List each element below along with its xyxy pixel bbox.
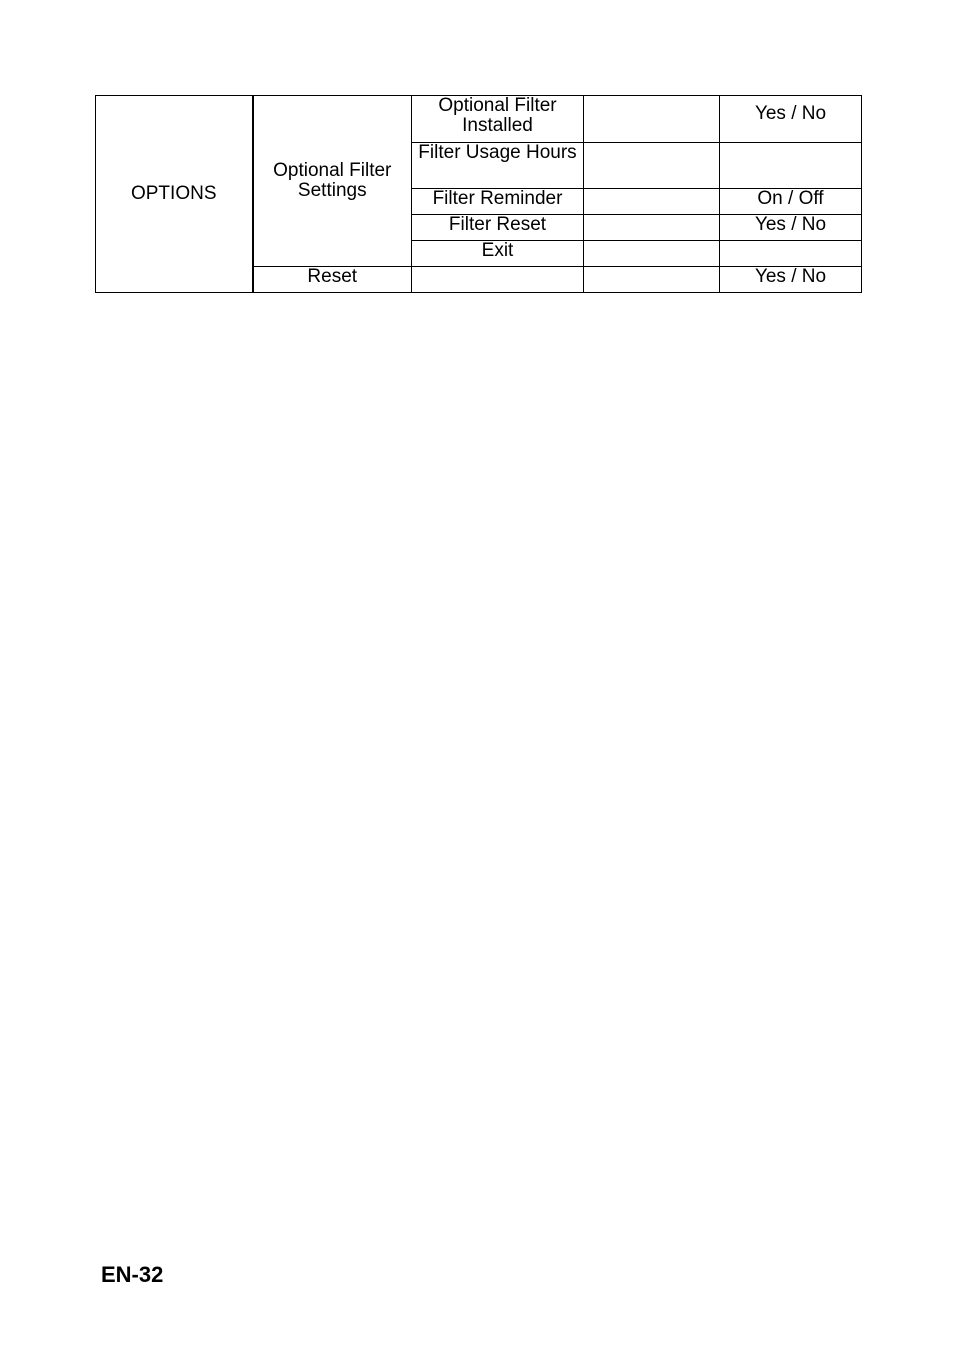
page-number: EN-32 [101, 1262, 164, 1287]
values-cell [720, 143, 862, 189]
setting-cell [584, 215, 720, 241]
values-cell: Yes / No [720, 96, 862, 143]
item-cell: Filter Usage Hours [412, 143, 584, 189]
setting-cell [584, 241, 720, 267]
item-cell: Filter Reset [412, 215, 584, 241]
item-cell: Exit [412, 241, 584, 267]
setting-cell [584, 143, 720, 189]
values-cell: Yes / No [720, 215, 862, 241]
sub-menu-cell: Reset [253, 267, 412, 293]
setting-cell [584, 189, 720, 215]
options-menu-table [95, 95, 862, 293]
values-cell: On / Off [720, 189, 862, 215]
setting-cell [584, 96, 720, 143]
item-cell: Optional Filter Installed [412, 96, 584, 143]
item-cell: Filter Reminder [412, 189, 584, 215]
values-cell [720, 241, 862, 267]
table-row [96, 96, 862, 143]
sub-menu-cell: Optional Filter Settings [253, 96, 412, 267]
values-cell: Yes / No [720, 267, 862, 293]
main-menu-cell: OPTIONS [96, 96, 253, 293]
item-cell [412, 267, 584, 293]
setting-cell [584, 267, 720, 293]
